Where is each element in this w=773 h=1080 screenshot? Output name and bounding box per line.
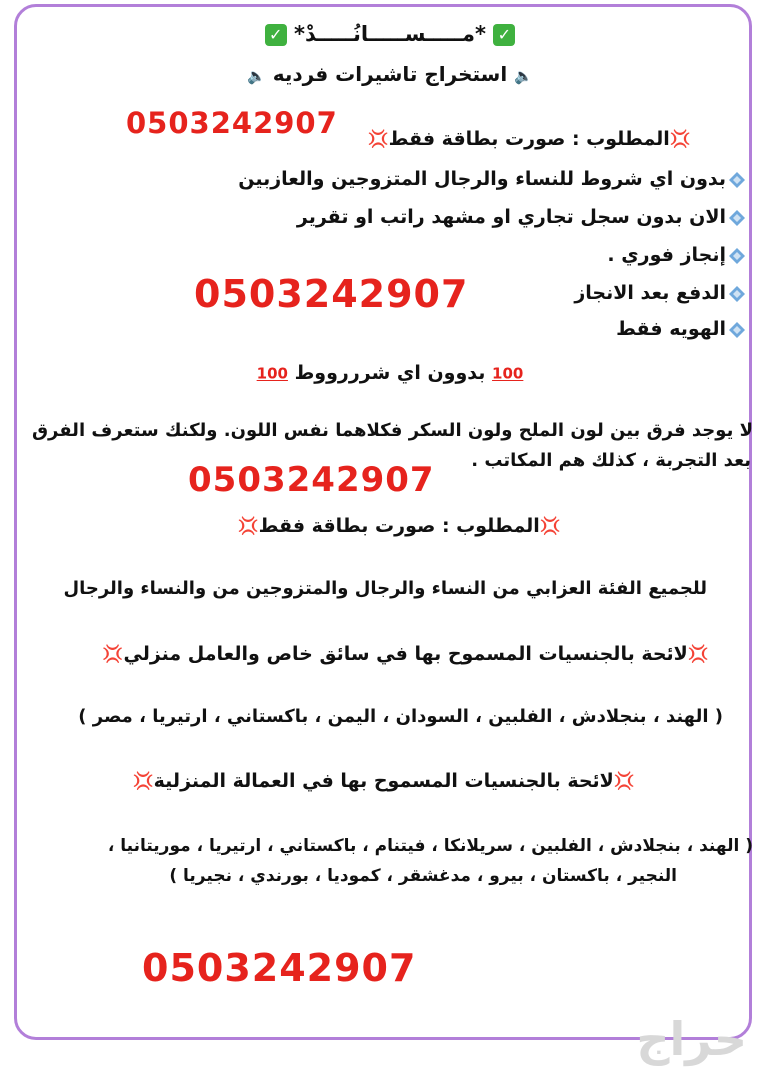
- phone-number[interactable]: 0503242907: [142, 946, 417, 990]
- list1-title: [102, 643, 709, 665]
- paragraph-text: لا يوجد فرق بين لون الملح ولون السكر فكلاهما نفس اللون. ولكنك ستعرف الفرق: [31, 420, 753, 441]
- bullet-text: الهويه فقط: [616, 318, 726, 340]
- bullet-text: الان بدون سجل تجاري او مشهد راتب او تقرير: [296, 206, 726, 228]
- nationalities-list: النجير ، باكستان ، بيرو ، مدغشقر ، كموديا ، بورندي ، نجيريا ): [169, 866, 677, 886]
- diamond-dot-icon: [729, 172, 745, 188]
- list2-title: [132, 770, 635, 792]
- required-line-2: [237, 515, 561, 537]
- header-title-row: [225, 22, 555, 46]
- anger-symbol-icon: 💢: [613, 771, 635, 792]
- required-line-1: [367, 128, 691, 150]
- paragraph-line-1: [32, 420, 753, 441]
- anger-symbol-icon: 💢: [669, 129, 691, 150]
- speaker-icon: 🔈: [247, 66, 266, 85]
- page-title: *مـــــســـــانُـــــدْ*: [294, 22, 486, 46]
- check-mark-icon: ✓: [265, 24, 287, 46]
- anger-symbol-icon: 💢: [102, 644, 124, 665]
- subtitle-row: [240, 62, 540, 86]
- diamond-dot-icon: [729, 248, 745, 264]
- list2-values-line-2: [169, 866, 677, 886]
- paragraph-text: بعد التجربة ، كذلك هم المكاتب .: [471, 450, 751, 471]
- no-conditions-line: [250, 362, 530, 384]
- bullet-text: بدون اي شروط للنساء والرجال المتزوجين والعازبين: [238, 168, 726, 190]
- list-title-text: لائحة بالجنسيات المسموح بها في العمالة المنزلية: [153, 770, 614, 792]
- for-all-text: للجميع الفئة العزابي من النساء والرجال والمتزوجين من والنساء والرجال: [63, 578, 707, 599]
- no-conditions-text: بدوون اي شرررووط: [294, 362, 486, 384]
- anger-symbol-icon: 💢: [237, 516, 259, 537]
- check-mark-icon: ✓: [493, 24, 515, 46]
- nationalities-list: ( الهند ، بنجلادش ، الفلبين ، سريلانكا ، فيتنام ، باكستاني ، ارتيريا ، موريتانيا ،: [107, 836, 753, 856]
- speaker-icon: 🔈: [514, 66, 533, 85]
- anger-symbol-icon: 💢: [367, 129, 389, 150]
- hundred-points-icon: 100: [256, 364, 288, 383]
- haraj-watermark: حراج: [636, 1012, 747, 1066]
- page-subtitle: استخراج تاشيرات فرديه: [272, 62, 508, 86]
- required-text: المطلوب : صورت بطاقة فقط: [388, 128, 670, 150]
- bullet-item: [238, 168, 745, 190]
- anger-symbol-icon: 💢: [132, 771, 154, 792]
- bullet-text: إنجاز فوري .: [607, 244, 726, 266]
- list-title-text: لائحة بالجنسيات المسموح بها في سائق خاص والعامل منزلي: [123, 643, 688, 665]
- anger-symbol-icon: 💢: [687, 644, 709, 665]
- for-all-line: [63, 578, 707, 599]
- paragraph-line-2: [471, 450, 751, 471]
- phone-number[interactable]: 0503242907: [188, 460, 435, 500]
- bullet-item: [574, 282, 745, 304]
- list2-values-line-1: [108, 836, 753, 856]
- bullet-item: [297, 206, 745, 228]
- list1-values: [78, 706, 723, 727]
- bullet-item: [607, 244, 745, 266]
- required-text: المطلوب : صورت بطاقة فقط: [258, 515, 540, 537]
- phone-number[interactable]: 0503242907: [194, 272, 469, 316]
- anger-symbol-icon: 💢: [539, 516, 561, 537]
- diamond-dot-icon: [729, 286, 745, 302]
- hundred-points-icon: 100: [492, 364, 524, 383]
- bullet-item: [616, 318, 745, 340]
- diamond-dot-icon: [729, 210, 745, 226]
- diamond-dot-icon: [729, 322, 745, 338]
- nationalities-list: ( الهند ، بنجلادش ، الفلبين ، السودان ، اليمن ، باكستاني ، ارتيريا ، مصر ): [78, 706, 723, 727]
- phone-number[interactable]: 0503242907: [126, 106, 338, 140]
- bullet-text: الدفع بعد الانجاز: [574, 282, 726, 304]
